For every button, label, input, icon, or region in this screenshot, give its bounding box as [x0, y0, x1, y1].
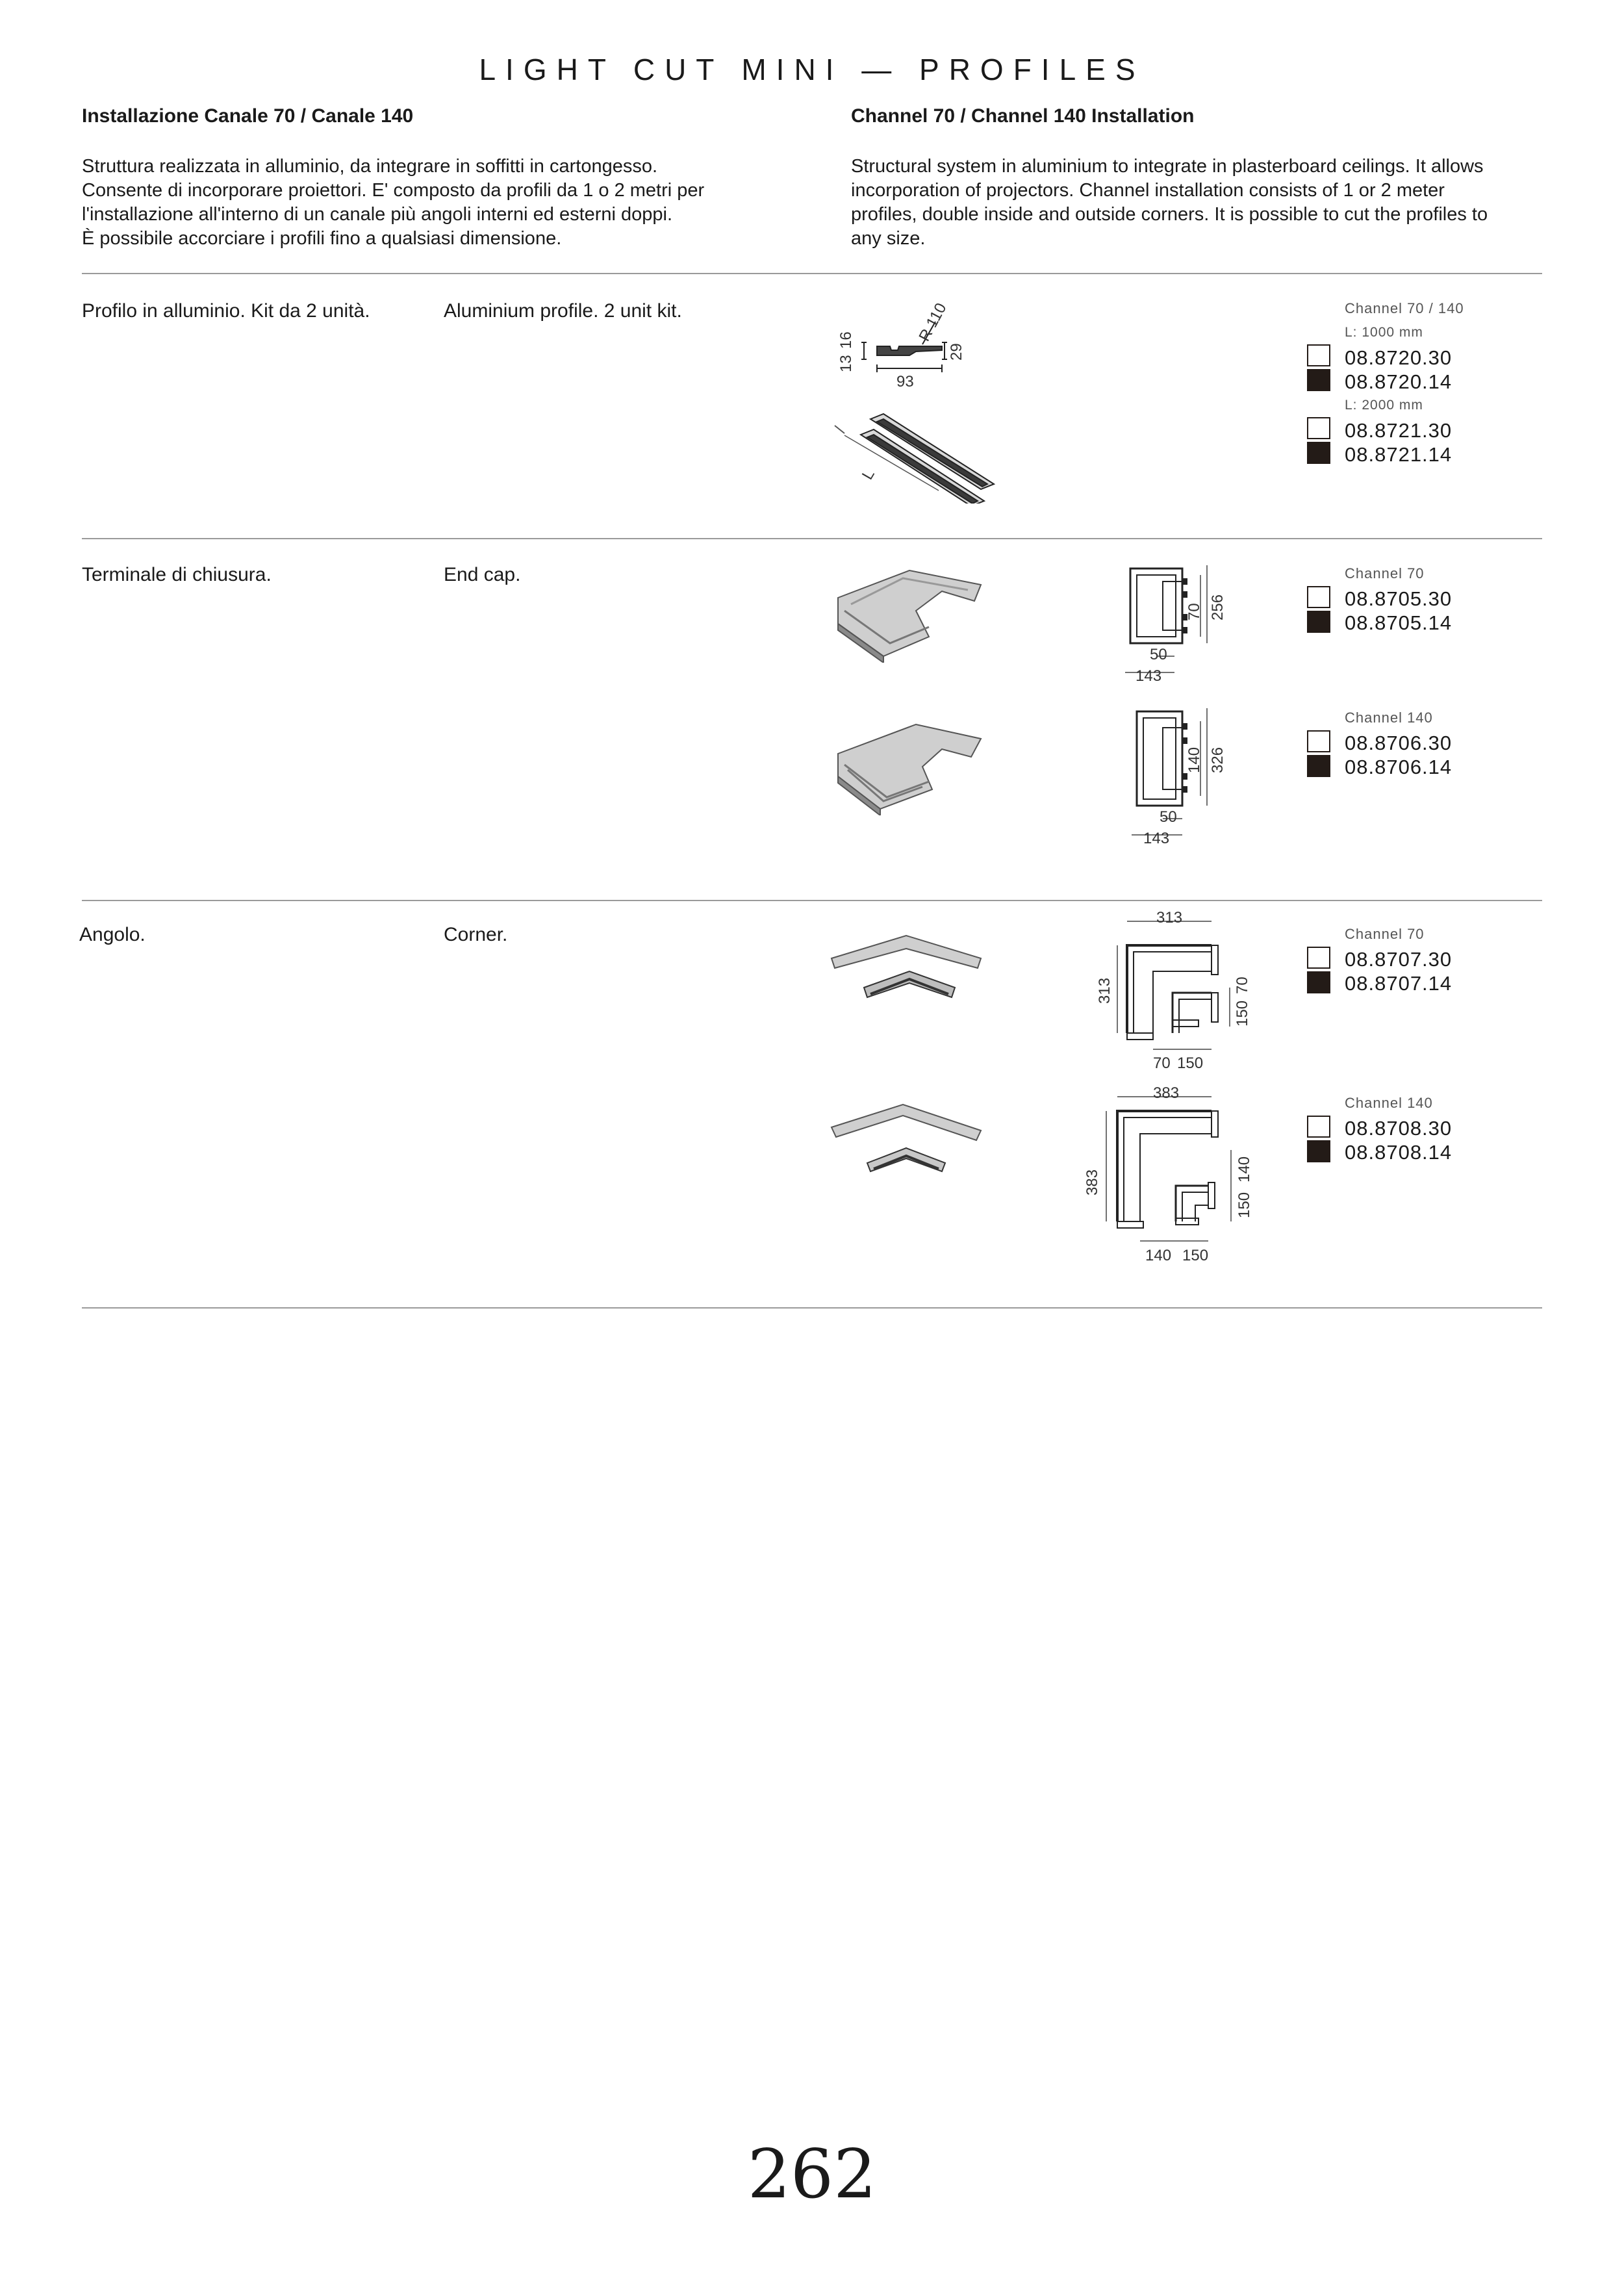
dim-143: 143 — [1143, 830, 1170, 847]
product-code: 08.8708.14 — [1345, 1141, 1453, 1164]
profile-channel-label: Channel 70 / 140 — [1345, 300, 1464, 316]
finish-swatch-white — [1307, 947, 1330, 969]
profile-length-2000: L: 2000 mm — [1345, 398, 1423, 413]
dim-50: 50 — [1160, 808, 1177, 826]
finish-swatch-white — [1307, 344, 1330, 366]
product-code: 08.8706.30 — [1345, 732, 1453, 754]
corner-70-plan — [1082, 910, 1263, 1079]
intro-line: incorporation of projectors. Channel installation consists of 1 or 2 meter — [851, 180, 1445, 201]
dim-150: 150 — [1182, 1247, 1209, 1264]
page-number: 262 — [747, 2134, 877, 2214]
corner-desc-it: Angolo. — [79, 924, 146, 945]
endcap-70-plan — [1124, 562, 1241, 692]
finish-swatch-black — [1307, 442, 1330, 464]
finish-swatch-white — [1307, 730, 1330, 752]
dim-150: 150 — [1234, 1000, 1251, 1027]
product-code: 08.8720.14 — [1345, 370, 1453, 393]
intro-line: profiles, double inside and outside corners. It is possible to cut the profiles to — [851, 204, 1488, 225]
profile-desc-it: Profilo in alluminio. Kit da 2 unità. — [82, 300, 370, 322]
section-divider — [82, 273, 1542, 274]
profile-bars-icon — [835, 414, 994, 504]
finish-swatch-white — [1307, 586, 1330, 608]
finish-swatch-black — [1307, 369, 1330, 391]
dim-143: 143 — [1136, 667, 1162, 685]
endcap-70-label: Channel 70 — [1345, 565, 1425, 581]
product-code: 08.8705.14 — [1345, 611, 1453, 634]
intro-text-it — [82, 155, 704, 251]
product-code: 08.8706.14 — [1345, 756, 1453, 778]
product-code: 08.8707.30 — [1345, 948, 1453, 971]
dim-313: 313 — [1156, 910, 1183, 926]
corner-70-label: Channel 70 — [1345, 926, 1425, 942]
dim-140: 140 — [1236, 1156, 1253, 1182]
intro-line: Struttura realizzata in alluminio, da integrare in soffitti in cartongesso. — [82, 156, 658, 177]
finish-swatch-black — [1307, 611, 1330, 633]
corner-140-label: Channel 140 — [1345, 1095, 1433, 1111]
dim-29: 29 — [948, 343, 965, 361]
dim-383: 383 — [1153, 1085, 1180, 1102]
product-code: 08.8720.30 — [1345, 346, 1453, 369]
intro-text-en — [851, 155, 1488, 251]
endcap-140-render — [831, 718, 987, 815]
profile-drawing — [825, 296, 1020, 504]
endcap-70-render — [831, 565, 987, 663]
dim-16: 16 — [837, 331, 855, 349]
product-code: 08.8707.14 — [1345, 972, 1453, 995]
dim-70: 70 — [1153, 1054, 1171, 1072]
intro-line: l'installazione all'interno di un canale più angoli interni ed esterni doppi. — [82, 204, 673, 225]
page-title: LIGHT CUT MINI — PROFILES — [479, 53, 1145, 86]
endcap-140-plan — [1124, 705, 1241, 854]
section-divider — [82, 900, 1542, 901]
finish-swatch-white — [1307, 1116, 1330, 1138]
dim-13: 13 — [837, 355, 855, 372]
corner-140-plan — [1069, 1085, 1263, 1273]
product-code: 08.8721.30 — [1345, 419, 1453, 442]
endcap-desc-en: End cap. — [444, 564, 521, 585]
corner-70-render — [828, 932, 984, 1017]
profile-desc-en: Aluminium profile. 2 unit kit. — [444, 300, 682, 322]
intro-heading-en: Channel 70 / Channel 140 Installation — [851, 105, 1195, 127]
dim-r110: R 110 — [915, 300, 950, 344]
dim-140: 140 — [1186, 747, 1203, 773]
intro-line: È possibile accorciare i profili fino a qualsiasi dimensione. — [82, 228, 562, 249]
dim-383: 383 — [1084, 1169, 1101, 1195]
dim-150: 150 — [1177, 1054, 1204, 1072]
dim-313: 313 — [1096, 977, 1113, 1004]
finish-swatch-black — [1307, 755, 1330, 777]
intro-heading-it: Installazione Canale 70 / Canale 140 — [82, 105, 414, 127]
intro-line: Consente di incorporare proiettori. E' composto da profili da 1 o 2 metri per — [82, 180, 705, 201]
dim-93: 93 — [896, 373, 914, 390]
endcap-desc-it: Terminale di chiusura. — [82, 564, 272, 585]
section-divider — [82, 538, 1542, 539]
dim-50: 50 — [1150, 646, 1167, 663]
finish-swatch-black — [1307, 971, 1330, 993]
corner-140-render — [828, 1101, 984, 1192]
profile-length-1000: L: 1000 mm — [1345, 325, 1423, 340]
dim-326: 326 — [1209, 747, 1226, 773]
endcap-140-label: Channel 140 — [1345, 709, 1433, 726]
dim-256: 256 — [1209, 594, 1226, 620]
dim-140: 140 — [1145, 1247, 1172, 1264]
intro-line: Structural system in aluminium to integrate in plasterboard ceilings. It allows — [851, 156, 1484, 177]
section-divider — [82, 1307, 1542, 1309]
product-code: 08.8708.30 — [1345, 1117, 1453, 1140]
dim-70: 70 — [1186, 603, 1203, 620]
product-code: 08.8705.30 — [1345, 587, 1453, 610]
dim-L: L — [858, 466, 878, 483]
corner-desc-en: Corner. — [444, 924, 508, 945]
finish-swatch-white — [1307, 417, 1330, 439]
dim-70: 70 — [1234, 977, 1251, 994]
dim-150: 150 — [1236, 1192, 1253, 1218]
intro-line: any size. — [851, 228, 926, 249]
finish-swatch-black — [1307, 1140, 1330, 1162]
product-code: 08.8721.14 — [1345, 443, 1453, 466]
